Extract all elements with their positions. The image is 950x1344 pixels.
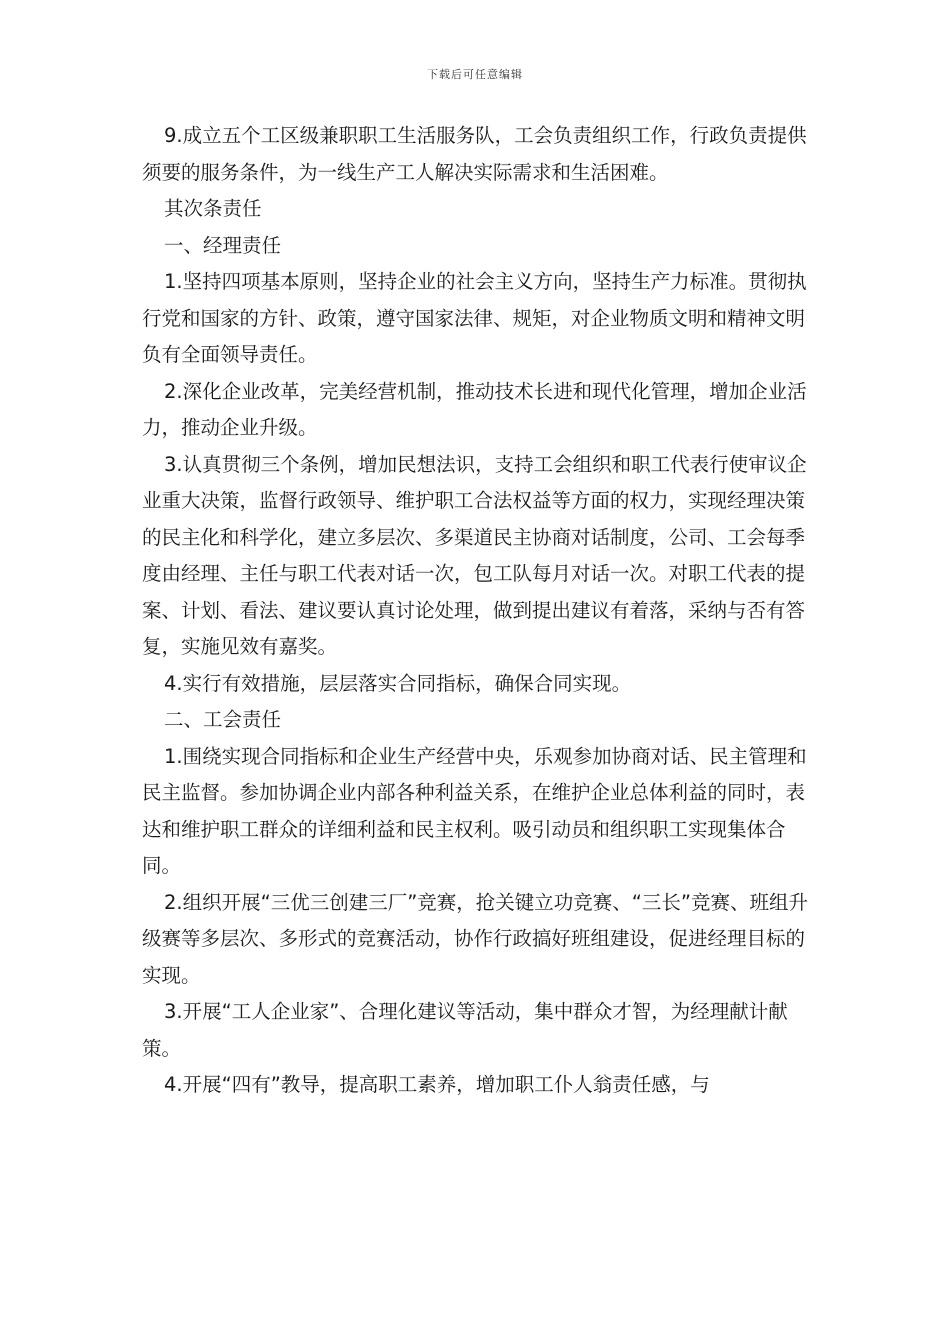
paragraph-manager-4: 4.实行有效措施，层层落实合同指标，确保合同实现。 [164, 671, 632, 695]
section-heading-union: 二、工会责任 [164, 708, 282, 731]
paragraph-union-1: 1.围绕实现合同指标和企业生产经营中央，乐观参加协商对话、民主管理和民主监督。参加协调企业内部各种利益关系，在维护企业总体利益的同时，表达和维护职工群众的详细利益和民主权利。吸引动员和组织职工实现集体合同。 [142, 744, 807, 877]
page-header: 下载后可任意编辑 [427, 68, 523, 81]
section-heading-manager: 一、经理责任 [164, 233, 282, 257]
paragraph-union-4: 4.开展“四有”教导，提高职工素养，增加职工仆人翁责任感，与 [164, 1073, 710, 1096]
document-body [142, 118, 822, 1104]
paragraph-union-2: 2.组织开展“三优三创建三厂”竞赛，抢关键立功竞赛、“三长”竞赛、班组升级赛等多层次、多形式的竞赛活动，协作行政搞好班组建设，促进经理目标的实现。 [142, 890, 809, 987]
section-heading-second-article: 其次条责任 [164, 197, 262, 220]
paragraph-manager-2: 2.深化企业改革，完美经营机制，推动技术长进和现代化管理，增加企业活力，推动企业升级。 [142, 379, 807, 439]
paragraph-item-9: 9.成立五个工区级兼职职工生活服务队，工会负责组织工作，行政负责提供须要的服务条件，为一线生产工人解决实际需求和生活困难。 [142, 124, 807, 184]
paragraph-manager-3: 3.认真贯彻三个条例，增加民想法识，支持工会组织和职工代表行使审议企业重大决策，监督行政领导、维护职工合法权益等方面的权力，实现经理决策的民主化和科学化，建立多层次、多渠道民主协商对话制度，公司、工会每季度由经理、主任与职工代表对话一次，包工队每月对话一次。对职工代表的提案、计划、看法、建议要认真讨论处理，做到提出建议有着落，采纳与否有答复，实施见效有嘉奖。 [142, 452, 807, 658]
paragraph-union-3: 3.开展“工人企业家”、合理化建议等活动，集中群众才智，为经理献计献策。 [142, 1000, 788, 1060]
paragraph-manager-1: 1.坚持四项基本原则，坚持企业的社会主义方向，坚持生产力标准。贯彻执行党和国家的方针、政策，遵守国家法律、规矩，对企业物质文明和精神文明负有全面领导责任。 [142, 270, 807, 366]
